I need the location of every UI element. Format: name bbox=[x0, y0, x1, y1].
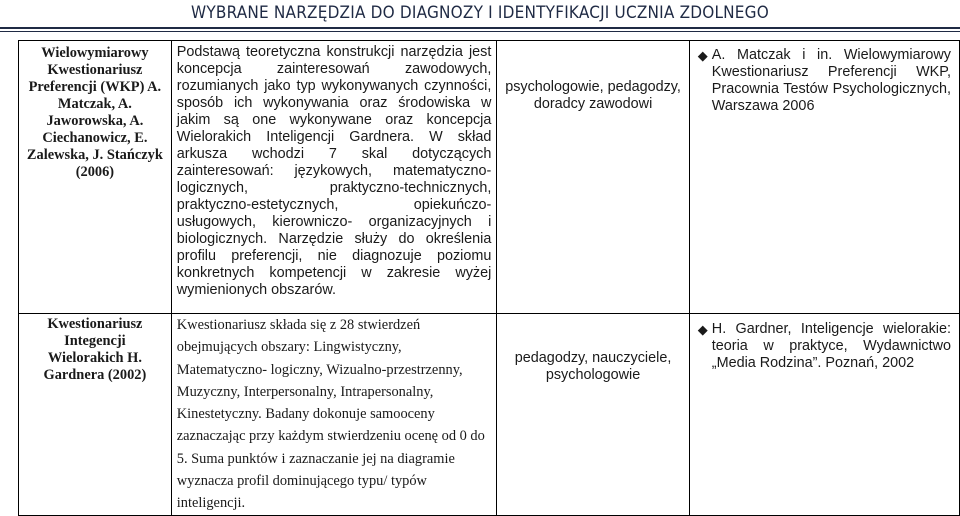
source-item bbox=[690, 41, 959, 115]
description-cell bbox=[171, 314, 497, 516]
table-row bbox=[19, 41, 960, 314]
source-text: A. Matczak i in. Wielowymiarowy Kwestionariusz Preferencji WKP, Pracownia Testów Psychologicznych, Warszawa 2006 bbox=[711, 47, 951, 114]
header-rule-thick bbox=[0, 27, 960, 29]
tools-table bbox=[18, 40, 960, 516]
source-text: H. Gardner, Inteligencje wielorakie: teoria w praktyce, Wydawnictwo „Media Rodzina”. Poznań, 2002 bbox=[711, 321, 951, 371]
bullet-icon: ◆ bbox=[697, 48, 708, 63]
description-cell bbox=[171, 41, 497, 314]
tool-name-cell bbox=[19, 314, 172, 516]
users-cell bbox=[497, 314, 689, 516]
source-cell bbox=[689, 41, 959, 314]
tool-description: Podstawą teoretyczna konstrukcji narzędzia jest koncepcja zainteresowań zawodowych, rozumianych jako typ wykonywanych czynności, sposób ich wykonywania oraz środowiska w jakim są one wykonywane oraz koncepcja Wielorakich Inteligencji Gardnera. W skład arkusza wchodzi 7 skal dotyczących zainteresowań: językowych, matematyczno-logicznych, praktyczno-technicznych, praktyczno-estetycznych, opiekuńczo-usługowych, kierowniczo- organizacyjnych i biologicznych. Narzędzie służy do określenia profilu preferencji, nie diagnozuje poziomu konkretnych kompetencji w zakresie wyżej wymienionych obszarów. bbox=[176, 44, 492, 298]
table-row bbox=[19, 314, 960, 516]
header-rule-thin bbox=[0, 31, 960, 32]
tool-description: Kwestionariusz składa się z 28 stwierdzeń obejmujących obszary: Lingwistyczny, Matematyczno- logiczny, Wizualno-przestrzenny, Muzyczny, Interpersonalny, Intrapersonalny, Kinestetyczny. Badany dokonuje samooceny zaznaczając przy każdym stwierdzeniu ocenę od 0 do 5. Suma punktów i zaznaczanie jej na diagramie wyznacza profil dominującego typu/ typów inteligencji. bbox=[176, 317, 485, 512]
bullet-icon: ◆ bbox=[697, 322, 708, 337]
page-header-title: WYBRANE NARZĘDZIA DO DIAGNOZY I IDENTYFIKACJI UCZNIA ZDOLNEGO bbox=[191, 3, 769, 23]
tool-users: psychologowie, pedagodzy, doradcy zawodowi bbox=[505, 79, 681, 112]
tool-name: Wielowymiarowy Kwestionariusz Preferencji (WKP) A. Matczak, A. Jaworowska, A. Ciechanowicz, E. Zalewska, J. Stańczyk (2006) bbox=[26, 45, 163, 180]
page-header bbox=[0, 0, 960, 26]
users-cell bbox=[497, 41, 689, 314]
source-item bbox=[690, 314, 959, 372]
tool-users: pedagodzy, nauczyciele, psychologowie bbox=[514, 350, 672, 383]
tool-name: Kwestionariusz Integencji Wielorakich H. Gardnera (2002) bbox=[43, 316, 147, 383]
tool-name-cell bbox=[19, 41, 172, 314]
source-cell bbox=[689, 314, 959, 516]
